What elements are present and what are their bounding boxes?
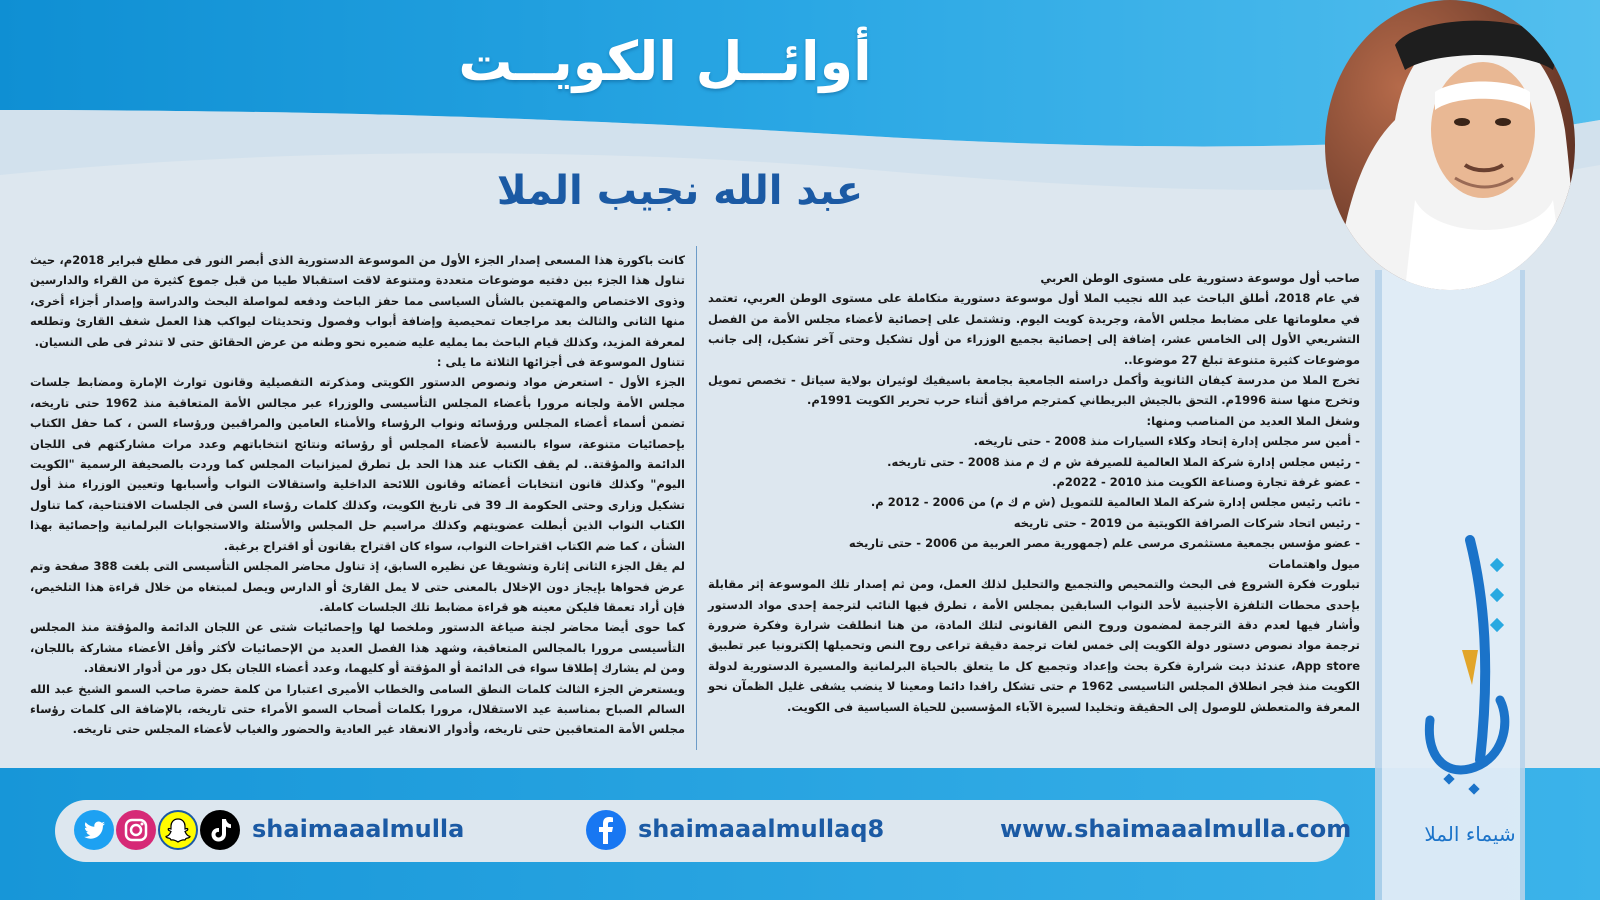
logo-name: شيماء الملا	[1424, 822, 1516, 846]
facebook-handle-link[interactable]: shaimaaalmullaq8	[638, 815, 885, 843]
tiktok-icon[interactable]	[200, 810, 240, 850]
article-right-column	[708, 268, 1360, 717]
twitter-icon[interactable]	[74, 810, 114, 850]
article-left-column	[30, 250, 685, 740]
paragraph: تبلورت فكرة الشروع فى البحث والتمحيص والتجميع والتحليل لذلك العمل، ومن ثم إصدار تلك الموسوعة إثر مقابلة بإحدى محطات التلفزة الأجنبية لأحد النواب السابقين بمجلس الأمة ، تطرق فيها النائب لترجمة إحدى مواد الدستور وأشار فيها لعدم دقة الترجمة لمضمون وروح النص القانونى لتلك المادة، من هنا انطلقت شرارة وفكرة ضرورة ترجمة مواد نصوص دستور دولة الكويت إلى خمس لغات ترجمة دقيقة تراعى روح النص وتحميلها إلكترونيا عبر تطبيق App store، عندئذ دبت شرارة فكرة بحث وإعداد وتجميع كل ما يتعلق بالحياة البرلمانية والمسيرة الدستورية لدولة الكويت منذ فجر انطلاق المجلس التاسيسى 1962 م حتى تشكل رافدا دائما ومعينا لا ينضب يشفى غليل الظمآن نحو المعرفة والمتعطش للوصول إلى الحقيقة وتخليدا لسيرة الآباء المؤسسين للحياة السياسية فى الكويت.	[708, 577, 1360, 714]
list-item: - رئيس مجلس إدارة شركة الملا العالمية للصيرفة ش م ك م منذ 2008 - حتى تاريخه.	[887, 454, 1360, 469]
list-item: - عضو غرفة تجارة وصناعة الكويت منذ 2010 - 2022م.	[1052, 475, 1360, 490]
list-item: - عضو مؤسس بجمعية مستثمرى مرسى علم (جمهورية مصر العربية من 2006 - حتى تاريخه	[848, 536, 1360, 551]
portrait-photo	[1325, 0, 1575, 290]
paragraph: لم يقل الجزء الثانى إثارة وتشويقا عن نظيره السابق، إذ تناول محاضر المجلس التأسيسى التى بلغت 388 صفحة وتم عرض فحواها بإيجاز دون الإخلال بالمعنى حتى لا يمل القارئ أو الدارس ويصل لمبتغاه من خلال قراءة هذا التلخيص، فإن أراد تعمقا فليكن معينه هو قراءة مضابط تلك الجلسات كاملة.	[30, 559, 685, 614]
column-divider	[696, 246, 697, 750]
list-item: - رئيس اتحاد شركات الصرافة الكويتية من 2019 - حتى تاريخه	[1013, 515, 1360, 530]
snapchat-icon[interactable]	[158, 810, 198, 850]
person-name: عبد الله نجيب الملا	[496, 168, 864, 214]
paragraph: كانت باكورة هذا المسعى إصدار الجزء الأول من الموسوعة الدستورية الذى أبصر النور فى مطلع فبراير 2018م، حيث تناول هذا الجزء بين دفتيه موضوعات متعددة ومتنوعة لاقت استقبالا طيبا من قبل جموع كثيرة من القراء والدارسين وذوى الاختصاص والمهتمين بالشأن السياسى مما حفز الباحث ودفعه لمواصلة البحث والدراسة وإصدار أجزاء أخرى، منها الثانى والثالث بعد مراجعات تمحيصية وإضافة أبواب وفصول وتحديثات ليواكب هذا العمل شغف القارئ وتطلعه لمعرفة المزيد، وكذلك قيام الباحث بما يمليه عليه ضميره نحو وطنه من عرض الحقائق حتى لا تندثر فى طى النسيان.	[30, 253, 685, 349]
list-item: - نائب رئيس مجلس إدارة شركة الملا العالمية للتمويل (ش م ك م) من 2006 - 2012 م.	[870, 495, 1360, 510]
paragraph: تخرج الملا من مدرسة كيفان الثانوية وأكمل دراسته الجامعية بجامعة باسيفيك لوثيران بولاية سياتل - تخصص تمويل وتخرج منها سنة 1996م. التحق بالجيش البريطاني كمترجم مرافق أثناء حرب تحرير الكويت 1991م.	[708, 373, 1360, 408]
section-heading: ميول واهتمامات	[1268, 556, 1360, 571]
paragraph: صاحب أول موسوعة دستورية على مستوى الوطن العربي	[1040, 271, 1360, 285]
website-link[interactable]: www.shaimaaalmulla.com	[1000, 815, 1352, 843]
paragraph: الجزء الأول - استعرض مواد ونصوص الدستور الكويتى ومذكرته التفصيلية وقانون توارث الإمارة ومضابط جلسات مجلس الأمة ولجانه مرورا بأعضاء المجلس التأسيسى والوزراء عبر مجالس الأمة المتعاقبة منذ 1962 حتى تاريخه، تضمن أسماء أعضاء المجلس ورؤسائه ونواب الرؤساء والأمناء العامين والمراقبين ورؤساء السن ، كما حفل الكتاب بإحصائيات متنوعة، سواء بالنسبة لأعضاء المجلس أو رؤسائه ونتائج انتخاباتهم وعدد مرات مشاركتهم فى اللجان الدائمة والمؤقتة.. لم يقف الكتاب عند هذا الحد بل تطرق لميزانيات المجلس كما وردت بالصحيفة الرسمية "الكويت اليوم" وكذلك قانون انتخابات أعضائه وقانون اللائحة الداخلية واستقالات النواب وأسبابها وتعيين الوزراء منذ أول تشكيل وزارى وحتى الحكومة الـ 39 فى تاريخ الكويت، وكذلك كلمات رؤساء السن فى الجلسات الافتتاحية، كما تناول الكتاب النواب الذين أبطلت عضويتهم وكذلك مراسيم حل المجلس والأسئلة والاستجوابات البرلمانية وإحصائية بهذا الشأن ، كما ضم الكتاب اقتراحات النواب، سواء كان اقتراح بقانون أو اقتراح برغبة.	[30, 375, 686, 553]
paragraph: وشغل الملا العديد من المناصب ومنها:	[1146, 413, 1360, 428]
instagram-icon[interactable]	[116, 810, 156, 850]
paragraph: كما حوى أيضا محاضر لجنة صياغة الدستور وملخصا لها وإحصائيات شتى عن اللجان الدائمة والمؤقتة منذ المجلس التأسيسى مرورا بالمجالس المتعاقبة، وشهد هذا الفصل العديد من الإحصائيات لأكثر وأقل الأعضاء مشاركة باللجان، ومن لم يشارك إطلاقا سواء فى الدائمة أو المؤقتة أو كليهما، وعدد أعضاء اللجان بكل دور من أدوار الانعقاد.	[30, 620, 685, 676]
social-handle-link[interactable]: shaimaaalmulla	[252, 815, 465, 843]
paragraph: تتناول الموسوعة فى أجزائها الثلاثة ما يلى :	[436, 355, 685, 370]
facebook-icon[interactable]	[586, 810, 626, 850]
brand-logo	[1410, 520, 1530, 850]
paragraph: في عام 2018، أطلق الباحث عبد الله نجيب الملا أول موسوعة دستورية متكاملة على مستوى الوطن العربي، تعتمد في معلوماتها على مضابط مجلس الأمة، وجريدة كويت اليوم. وتشتمل على إحصائية لأعضاء مجلس الأمة من الفصل التشريعي الأول إلى الخامس عشر، إضافة إلى إحصائية بجميع الوزراء من أول تشكيل وحتى آخر تشكيل، إلى جانب موضوعات كثيرة متنوعة تبلغ 27 موضوعا..	[708, 291, 1361, 367]
paragraph: ويستعرض الجزء الثالث كلمات النطق السامى والخطاب الأميرى اعتبارا من كلمة حضرة صاحب السمو الشيخ عبد الله السالم الصباح بمناسبة عيد الاستقلال، مرورا بكلمات أصحاب السمو الأمراء حتى تاريخه، بالإضافة الى كلمات رؤساء مجلس الأمة المتعاقبين حتى تاريخه، وأدوار الانعقاد غير العادية والحضور والغياب لأعضاء المجلس حتى تاريخه.	[30, 681, 685, 737]
page-title: أوائــل الكويــت	[458, 30, 872, 93]
list-item: - أمين سر مجلس إدارة إتحاد وكلاء السيارات منذ 2008 - حتى تاريخه.	[973, 434, 1360, 449]
